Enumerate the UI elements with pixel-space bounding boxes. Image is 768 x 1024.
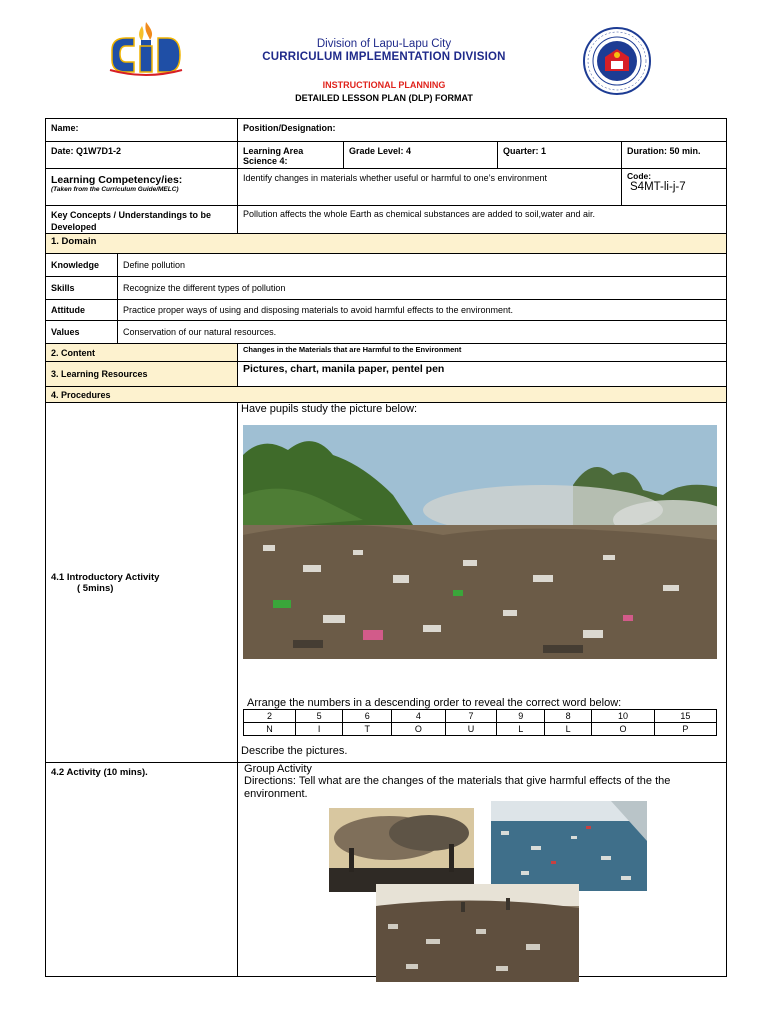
instructional-planning-title: INSTRUCTIONAL PLANNING [322,80,446,90]
puzzle-number: 7 [445,710,497,723]
knowledge-text: Define pollution [118,254,727,277]
puzzle-numbers-row [244,710,717,723]
puzzle-letters-row [244,723,717,736]
content-heading: 2. Content [46,344,238,362]
name-cell: Name: [46,119,238,142]
activity-directions: Directions: Tell what are the changes of the materials that give harmful effects of the the environment. [244,775,671,800]
skills-label: Skills [46,277,118,300]
code-cell [622,169,727,206]
arrange-instruction: Arrange the numbers in a descending order to reveal the correct word below: [247,697,622,709]
puzzle-letter: L [544,723,591,736]
intro-instruction: Have pupils study the picture below: [241,403,418,415]
procedures-heading: 4. Procedures [46,387,727,403]
puzzle-number: 9 [497,710,544,723]
activity-label: 4.2 Activity (10 mins). [46,763,238,977]
competency-text: Identify changes in materials whether useful or harmful to one’s environment [238,169,622,206]
cid-title: CURRICULUM IMPLEMENTATION DIVISION [262,51,506,63]
code-label: Code: [627,171,652,181]
dumpsite-photo [243,425,717,659]
competency-label-cell [46,169,238,206]
intro-label-cell [46,403,238,763]
water-pollution-photo [491,801,647,891]
learning-area-value: Science 4: [243,156,288,166]
puzzle-letter: O [592,723,654,736]
document-header [0,0,768,118]
air-pollution-photo [329,808,474,892]
puzzle-number: 15 [654,710,716,723]
key-concepts-text: Pollution affects the whole Earth as chemical substances are added to soil,water and air. [238,206,727,234]
competency-label: Learning Competency/ies: [51,174,183,186]
puzzle-letter: T [343,723,392,736]
puzzle-letter: O [392,723,445,736]
attitude-text: Practice proper ways of using and disposing materials to avoid harmful effects to the environment. [118,300,727,321]
resources-heading: 3. Learning Resources [46,362,238,387]
dlp-table [45,118,727,977]
values-label: Values [46,321,118,344]
intro-activity-label: 4.1 Introductory Activity [51,571,160,583]
content-text: Changes in the Materials that are Harmful to the Environment [238,344,727,362]
code-value: S4MT-li-j-7 [630,181,686,193]
attitude-label: Attitude [46,300,118,321]
grade-level-cell: Grade Level: 4 [344,142,498,169]
puzzle-number: 6 [343,710,392,723]
puzzle-number: 5 [295,710,342,723]
learning-area-label: Learning Area [243,146,304,156]
division-title: Division of Lapu-Lapu City [316,38,452,50]
skills-text: Recognize the different types of pollution [118,277,727,300]
key-concepts-label: Key Concepts / Understandings to be Developed [46,206,238,234]
puzzle-letter: L [497,723,544,736]
land-pollution-photo [376,884,579,982]
duration-cell: Duration: 50 min. [622,142,727,169]
dlp-format-title: DETAILED LESSON PLAN (DLP) FORMAT [295,93,473,103]
dumpsite-photo-art [243,425,717,659]
puzzle-number: 2 [244,710,296,723]
describe-instruction: Describe the pictures. [241,745,348,757]
learning-area-cell [238,142,344,169]
puzzle-table [243,709,717,736]
knowledge-label: Knowledge [46,254,118,277]
intro-content-cell [238,403,727,763]
puzzle-letter: P [654,723,716,736]
puzzle-number: 8 [544,710,591,723]
puzzle-number: 10 [592,710,654,723]
resources-text: Pictures, chart, manila paper, pentel pen [238,362,727,387]
puzzle-number: 4 [392,710,445,723]
position-cell: Position/Designation: [238,119,727,142]
domain-heading: 1. Domain [46,234,727,254]
puzzle-letter: N [244,723,296,736]
deped-seal-icon [583,27,651,95]
cid-logo-icon [108,20,184,80]
activity-content-cell [238,763,727,977]
group-activity-label: Group Activity [244,763,312,775]
values-text: Conservation of our natural resources. [118,321,727,344]
puzzle-letter: U [445,723,497,736]
puzzle-letter: I [295,723,342,736]
date-cell: Date: Q1W7D1-2 [46,142,238,169]
pollution-photos [244,801,722,976]
quarter-cell: Quarter: 1 [498,142,622,169]
intro-activity-time: ( 5mins) [77,582,114,594]
competency-note: (Taken from the Curriculum Guide/MELC) [51,186,179,193]
